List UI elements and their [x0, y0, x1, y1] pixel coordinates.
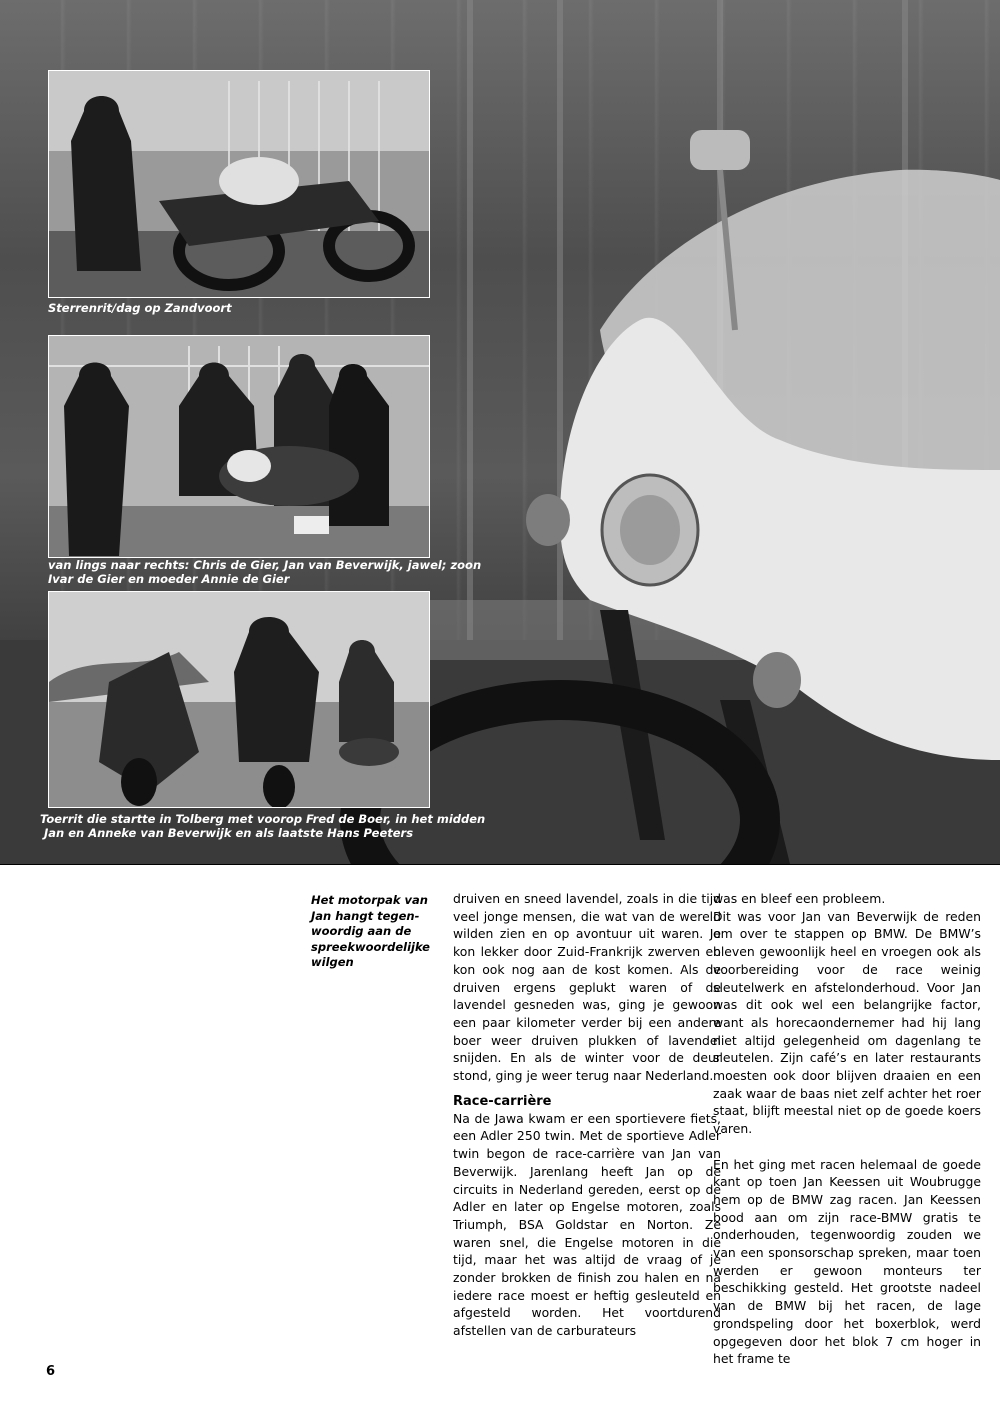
body-paragraph: was en bleef een probleem. — [713, 891, 886, 906]
photo-sterrenrit-zandvoort — [48, 70, 430, 298]
text-column-1 — [453, 890, 721, 1340]
section-heading-race-carriere: Race-carrière — [453, 1093, 552, 1109]
photo2-caption — [48, 558, 481, 586]
photo2-caption-line1: van lings naar rechts: Chris de Gier, Jan van Beverwijk, jawel; zoon — [48, 558, 482, 572]
suit-caption-line: wilgen — [311, 955, 354, 969]
photo3-caption — [40, 812, 485, 840]
body-paragraph: Na de Jawa kwam er een sportievere fiets, een Adler 250 twin. Met de sportieve Adler twin begon de race-carrière van Jan van Beverwijk. Jarenlang heeft Jan op de circuits in Nederland gereden, eerst op de Adler en later op Engelse motoren, zoals Triumph, BSA Goldstar en Norton. Ze waren snel, die Engelse motoren in die tijd, maar het was altijd de vraag of je zonder brokken de finish zou halen en na iedere race moest er heftig gesleuteld en afgesteld worden. Het voortdurend afstellen van de carburateurs — [453, 1110, 721, 1339]
photo-family-group — [48, 335, 430, 558]
suit-caption-line: Jan hangt tegen- — [311, 908, 420, 923]
text-column-2 — [713, 890, 981, 1368]
photo3-caption-line1: Toerrit die startte in Tolberg met voorop Fred de Boer, in het midden — [40, 812, 486, 826]
suit-caption-line: woordig aan de — [311, 924, 412, 938]
suit-photo-container — [0, 870, 350, 1414]
paragraph-spacer — [713, 1138, 981, 1156]
photo2-caption-line2: Ivar de Gier en moeder Annie de Gier — [48, 572, 290, 586]
body-paragraph: druiven en sneed lavendel, zoals in die tijd veel jonge mensen, die wat van de wereld wilden zien en op avontuur uit waren. Je kon lekker door Zuid-Frankrijk zwerven en kon ook nog aan de kost komen. Als de druiven ergens geplukt waren of de lavendel gesneden was, ging je gewoon een paar kilometer verder bij een andere boer weer druiven plukken of lavendel snijden. En als de winter voor de deur stond, ging je weer terug naar Nederland. — [453, 891, 721, 1084]
suit-photo-caption — [311, 893, 429, 971]
page-number: 6 — [46, 1364, 56, 1379]
photo3-caption-line2: Jan en Anneke van Beverwijk en als laatste Hans Peeters — [40, 826, 414, 840]
body-paragraph: Dit was voor Jan van Beverwijk de reden om over te stappen op BMW. De BMW’s bleven gewoonlijk heel en vroegen ook als voorbereiding voor de race weinig sleutelwerk en afstelonderhoud. Voor Jan was dit ook wel een belangrijke factor, want als horecaondernemer had hij lang niet altijd gelegenheid om dagenlang te sleutelen. Zijn café’s en later restaurants moesten ook door blijven draaien en een zaak waar de baas niet zelf achter het roer staat, blijft meestal niet op de goede koers varen. — [713, 908, 981, 1137]
photo-toerrit-tolberg — [48, 591, 430, 808]
body-paragraph: En het ging met racen helemaal de goede kant op toen Jan Keessen uit Woubrugge hem op de BMW zag racen. Jan Keessen bood aan om zijn race-BMW gratis te onderhouden, tegenwoordig zouden we van een sponsorschap spreken, maar toen werden er gewoon monteurs ter beschikking gesteld. Het grootste nadeel van de BMW bij het racen, de lage grondspeling door het boxerblok, werd opgegeven door het blok 7 cm hoger in het frame te — [713, 1156, 981, 1367]
suit-caption-line: Het motorpak van — [311, 893, 428, 907]
section-divider — [0, 864, 1000, 865]
photo1-caption: Sterrenrit/dag op Zandvoort — [48, 301, 232, 315]
suit-caption-line: spreekwoordelijke — [311, 939, 430, 954]
